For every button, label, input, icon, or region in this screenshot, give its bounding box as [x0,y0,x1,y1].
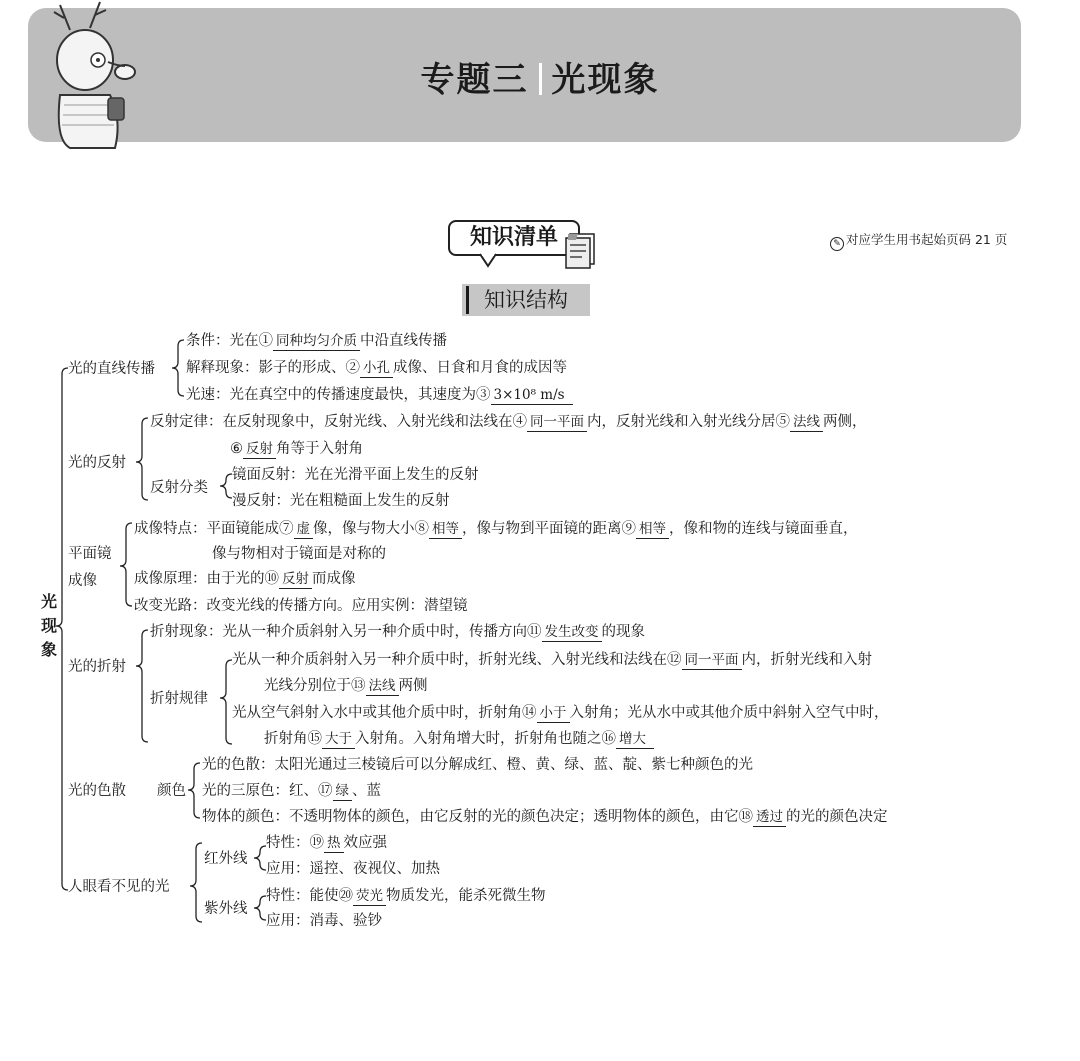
mirror-principle: 成像原理：由于光的⑩ 反射 而成像 [134,571,356,587]
color-brace [188,763,200,818]
blank-15: 大于 [322,730,355,749]
blank-20: 荧光 [353,887,386,906]
blank-7: 虚 [294,520,314,539]
diffuse-reflection: 漫反射：光在粗糙面上发生的反射 [232,493,450,509]
mirror-features-cont: 像与物相对于镜面是对称的 [212,546,386,562]
uv-brace [254,896,266,920]
blank-13: 法线 [366,677,399,696]
reflection-law-cont: ⑥ 反射 角等于入射角 [230,441,363,457]
refraction-brace [136,630,148,742]
blank-3: 3×10⁸ m/s [491,386,573,405]
refraction-rule-1-cont: 光线分别位于⑬ 法线 两侧 [264,678,428,694]
refraction-rule-2-cont: 折射角⑮ 大于 入射角。入射角增大时，折射角也随之⑯ 增大 [264,730,654,749]
node-imaging: 成像 [68,573,97,589]
straight-brace [172,340,184,396]
specular-reflection: 镜面反射：光在光滑平面上发生的反射 [232,467,479,483]
refraction-phenomenon: 折射现象：光从一种介质斜射入另一种介质中时，传播方向⑪ 发生改变 的现象 [150,624,645,640]
infrared-feature: 特性：⑲ 热 效应强 [266,835,387,851]
refraction-rule-2: 光从空气斜射入水中或其他介质中时，折射角⑭ 小于 入射角；光从水中或其他介质中斜射入空气中时， [232,705,889,721]
blank-8: 相等 [429,520,462,539]
blank-1: 同种均匀介质 [273,332,360,351]
topic-label: 专题三 [420,60,529,100]
reflection-brace [136,418,148,500]
object-color: 物体的颜色：不透明物体的颜色，由它反射的光的颜色决定；透明物体的颜色，由它⑱ 透过 的光的颜色决定 [202,809,888,825]
node-plane-mirror: 平面镜 [68,546,112,562]
ultraviolet-node: 紫外线 [204,901,248,917]
blank-11: 发生改变 [542,623,602,642]
reference-icon: ✎ [830,237,844,251]
page-reference: ✎ 对应学生用书起始页码 21 页 [830,230,1007,251]
reflection-class-brace [220,474,232,498]
ultraviolet-feature: 特性：能使⑳ 荧光 物质发光，能杀死微生物 [266,888,546,904]
straight-condition: 条件：光在① 同种均匀介质 中沿直线传播 [186,333,447,349]
blank-17: 绿 [333,782,353,801]
blank-12: 同一平面 [682,651,742,670]
invisible-brace [190,843,202,922]
blank-4: 同一平面 [527,413,587,432]
node-refraction: 光的折射 [68,659,126,675]
mirror-brace [120,523,132,606]
topic-title: 光现象 [551,60,660,100]
color-primaries: 光的三原色：红、⑰ 绿 、蓝 [202,783,381,799]
node-invisible-light: 人眼看不见的光 [68,879,170,895]
infrared-use: 应用：遥控、夜视仪、加热 [266,861,440,877]
root-node: 光 现 象 [40,592,57,659]
node-reflection: 光的反射 [68,455,126,471]
node-straight-propagation: 光的直线传播 [68,361,155,377]
badge-label: 知识清单 [448,220,580,256]
node-dispersion: 光的色散 [68,783,126,799]
color-dispersion: 光的色散：太阳光通过三棱镜后可以分解成红、橙、黄、绿、蓝、靛、紫七种颜色的光 [202,757,753,773]
blank-6: 反射 [243,440,276,459]
blank-10: 反射 [279,570,312,589]
ir-brace [254,846,266,870]
blank-5: 法线 [790,413,823,432]
ultraviolet-use: 应用：消毒、验钞 [266,913,382,929]
straight-explanation: 解释现象：影子的形成、② 小孔 成像、日食和月食的成因等 [186,360,567,376]
reflection-law: 反射定律：在反射现象中，反射光线、入射光线和法线在④ 同一平面 内，反射光线和入射光线分居⑤ 法线 两侧， [150,414,867,430]
blank-14: 小于 [537,704,570,723]
blank-2: 小孔 [360,359,393,378]
blank-18: 透过 [753,808,786,827]
mirror-path: 改变光路：改变光线的传播方向。应用实例：潜望镜 [134,598,468,614]
blank-16: 增大 [616,730,654,749]
blank-9: 相等 [636,520,669,539]
refraction-rule-brace [220,660,232,744]
reflection-class: 反射分类 [150,480,208,496]
straight-speed: 光速：光在真空中的传播速度最快，其速度为③ 3×10⁸ m/s [186,386,573,405]
refraction-rule: 折射规律 [150,691,208,707]
infrared-node: 红外线 [204,851,248,867]
node-color: 颜色 [157,783,186,799]
blank-19: 热 [324,834,344,853]
refraction-rule-1: 光从一种介质斜射入另一种介质中时，折射光线、入射光线和法线在⑫ 同一平面 内，折射光线和入射 [232,652,872,668]
mirror-features: 成像特点：平面镜能成⑦ 虚 像，像与物大小⑧ 相等 ，像与物到平面镜的距离⑨ 相等 ，像和物的连线与镜面垂直， [134,521,858,537]
section-title: 知识结构 [462,284,590,316]
